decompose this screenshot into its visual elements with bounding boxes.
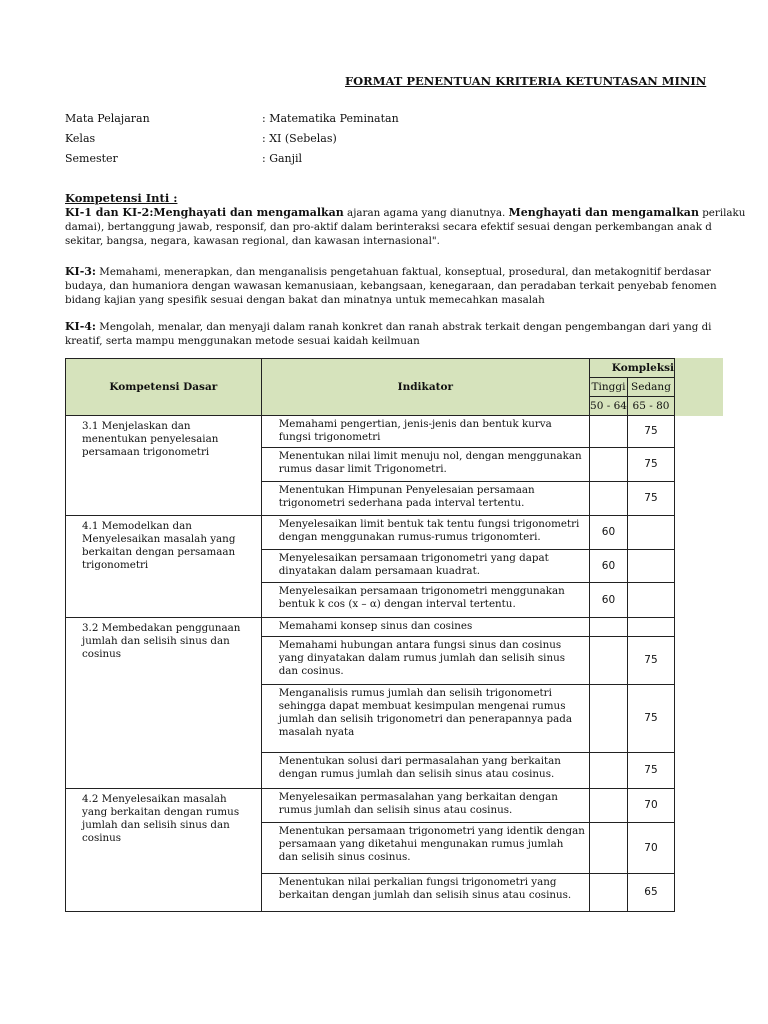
ki-line: sekitar, bangsa, negara, kawasan regional, dan kawasan internasional".	[65, 235, 440, 247]
header-highlight-extension	[675, 358, 723, 416]
info-semester	[65, 152, 303, 165]
indikator-cell: Memahami pengertian, jenis-jenis dan bentuk kurva fungsi trigonometri	[261, 416, 589, 448]
ki-label: KI-4:	[65, 320, 96, 333]
indikator-cell: Memahami konsep sinus dan cosines	[261, 618, 589, 637]
kompetensi-inti-heading: Kompetensi Inti :	[65, 191, 178, 205]
ki-line: kreatif, serta mampu menggunakan metode sesuai kaidah keilmuan	[65, 335, 420, 347]
sedang-cell: 75	[627, 416, 674, 448]
header-kompleksitas: Kompleksi	[590, 359, 675, 378]
sedang-cell: 75	[627, 753, 674, 789]
tinggi-cell	[590, 823, 628, 874]
info-mata-pelajaran	[65, 112, 399, 125]
ki-text: ajaran agama yang dianutnya.	[343, 207, 509, 219]
ki-label: KI-3:	[65, 265, 96, 278]
tinggi-cell	[590, 685, 628, 753]
tinggi-cell	[590, 789, 628, 823]
indikator-cell: Memahami hubungan antara fungsi sinus dan cosinus yang dinyatakan dalam rumus jumlah dan selisih sinus dan cosinus.	[261, 637, 589, 685]
indikator-cell: Menentukan solusi dari permasalahan yang berkaitan dengan rumus jumlah dan selisih sinus atau cosinus.	[261, 753, 589, 789]
ki-text: Memahami, menerapkan, dan menganalisis pengetahuan faktual, konseptual, prosedural, dan metakognitif berdasar	[96, 266, 711, 278]
indikator-cell: Menentukan nilai limit menuju nol, dengan menggunakan rumus dasar limit Trigonometri.	[261, 448, 589, 482]
indikator-cell: Menyelesaikan persamaan trigonometri menggunakan bentuk k cos (x – α) dengan interval tertentu.	[261, 583, 589, 618]
indikator-cell: Menentukan nilai perkalian fungsi trigonometri yang berkaitan dengan jumlah dan selisih sinus atau cosinus.	[261, 874, 589, 912]
indikator-cell: Menentukan persamaan trigonometri yang identik dengan persamaan yang diketahui mengunakan rumus jumlah dan selisih sinus cosinus.	[261, 823, 589, 874]
ki-line: budaya, dan humaniora dengan wawasan kemanusiaan, kebangsaan, kenegaraan, dan peradaban terkait penyebab fenomen	[65, 280, 717, 292]
tinggi-cell	[590, 874, 628, 912]
kd-cell: 3.2 Membedakan penggunaan jumlah dan selisih sinus dan cosinus	[66, 618, 262, 789]
header-indikator: Indikator	[261, 359, 589, 416]
header-sedang: Sedang	[627, 378, 674, 397]
tinggi-cell	[590, 416, 628, 448]
ki-line: bidang kajian yang spesifik sesuai dengan bakat dan minatnya untuk memecahkan masalah	[65, 294, 545, 306]
indikator-cell: Menyelesaikan permasalahan yang berkaitan dengan rumus jumlah dan selisih sinus atau cosinus.	[261, 789, 589, 823]
info-label: Semester	[65, 152, 118, 165]
table-row	[66, 516, 675, 550]
ki-line: damai), bertanggung jawab, responsif, dan pro-aktif dalam berinteraksi secara efektif sesuai dengan perkembangan anak d	[65, 221, 712, 233]
range-tinggi: 50 - 64	[590, 397, 628, 416]
info-value: : XI (Sebelas)	[262, 132, 337, 145]
sedang-cell	[627, 550, 674, 583]
kd-cell: 4.2 Menyelesaikan masalah yang berkaitan dengan rumus jumlah dan selisih sinus dan cosinus	[66, 789, 262, 912]
tinggi-cell	[590, 637, 628, 685]
ki-1-2-paragraph	[65, 206, 745, 248]
tinggi-cell	[590, 482, 628, 516]
sedang-cell	[627, 583, 674, 618]
ki-label: KI-1 dan KI-2:	[65, 206, 154, 219]
tinggi-cell	[590, 753, 628, 789]
ki-text: Mengolah, menalar, dan menyaji dalam ranah konkret dan ranah abstrak terkait dengan pengembangan dari yang di	[96, 321, 712, 333]
kkm-table	[65, 358, 675, 912]
header-kompetensi-dasar: Kompetensi Dasar	[66, 359, 262, 416]
ki-3-paragraph	[65, 265, 717, 307]
sedang-cell: 75	[627, 482, 674, 516]
header-tinggi: Tinggi	[590, 378, 628, 397]
table-row	[66, 789, 675, 823]
info-value: : Ganjil	[262, 152, 303, 165]
sedang-cell: 65	[627, 874, 674, 912]
ki-bold: Menghayati dan mengamalkan	[508, 206, 699, 219]
indikator-cell: Menyelesaikan limit bentuk tak tentu fungsi trigonometri dengan menggunakan rumus-rumus trigonomteri.	[261, 516, 589, 550]
sedang-cell: 70	[627, 823, 674, 874]
indikator-cell: Menganalisis rumus jumlah dan selisih trigonometri sehingga dapat membuat kesimpulan mengenai rumus jumlah dan selisih trigonometri dan penerapannya pada masalah nyata	[261, 685, 589, 753]
sedang-cell	[627, 516, 674, 550]
range-sedang: 65 - 80	[627, 397, 674, 416]
table-row	[66, 416, 675, 448]
indikator-cell: Menyelesaikan persamaan trigonometri yang dapat dinyatakan dalam persamaan kuadrat.	[261, 550, 589, 583]
info-kelas	[65, 132, 337, 145]
tinggi-cell: 60	[590, 583, 628, 618]
page-title: FORMAT PENENTUAN KRITERIA KETUNTASAN MININ	[345, 74, 707, 88]
kd-cell: 3.1 Menjelaskan dan menentukan penyelesaian persamaan trigonometri	[66, 416, 262, 516]
table-row	[66, 618, 675, 637]
info-label: Mata Pelajaran	[65, 112, 150, 125]
tinggi-cell: 60	[590, 550, 628, 583]
ki-bold: Menghayati dan mengamalkan	[153, 206, 344, 219]
sedang-cell: 75	[627, 448, 674, 482]
sedang-cell: 70	[627, 789, 674, 823]
tinggi-cell	[590, 448, 628, 482]
tinggi-cell: 60	[590, 516, 628, 550]
sedang-cell: 75	[627, 685, 674, 753]
sedang-cell	[627, 618, 674, 637]
kd-cell: 4.1 Memodelkan dan Menyelesaikan masalah yang berkaitan dengan persamaan trigonometri	[66, 516, 262, 618]
ki-4-paragraph	[65, 320, 711, 348]
info-value: : Matematika Peminatan	[262, 112, 399, 125]
indikator-cell: Menentukan Himpunan Penyelesaian persamaan trigonometri sederhana pada interval tertentu.	[261, 482, 589, 516]
tinggi-cell	[590, 618, 628, 637]
info-label: Kelas	[65, 132, 96, 145]
sedang-cell: 75	[627, 637, 674, 685]
ki-text: perilaku	[698, 207, 746, 219]
